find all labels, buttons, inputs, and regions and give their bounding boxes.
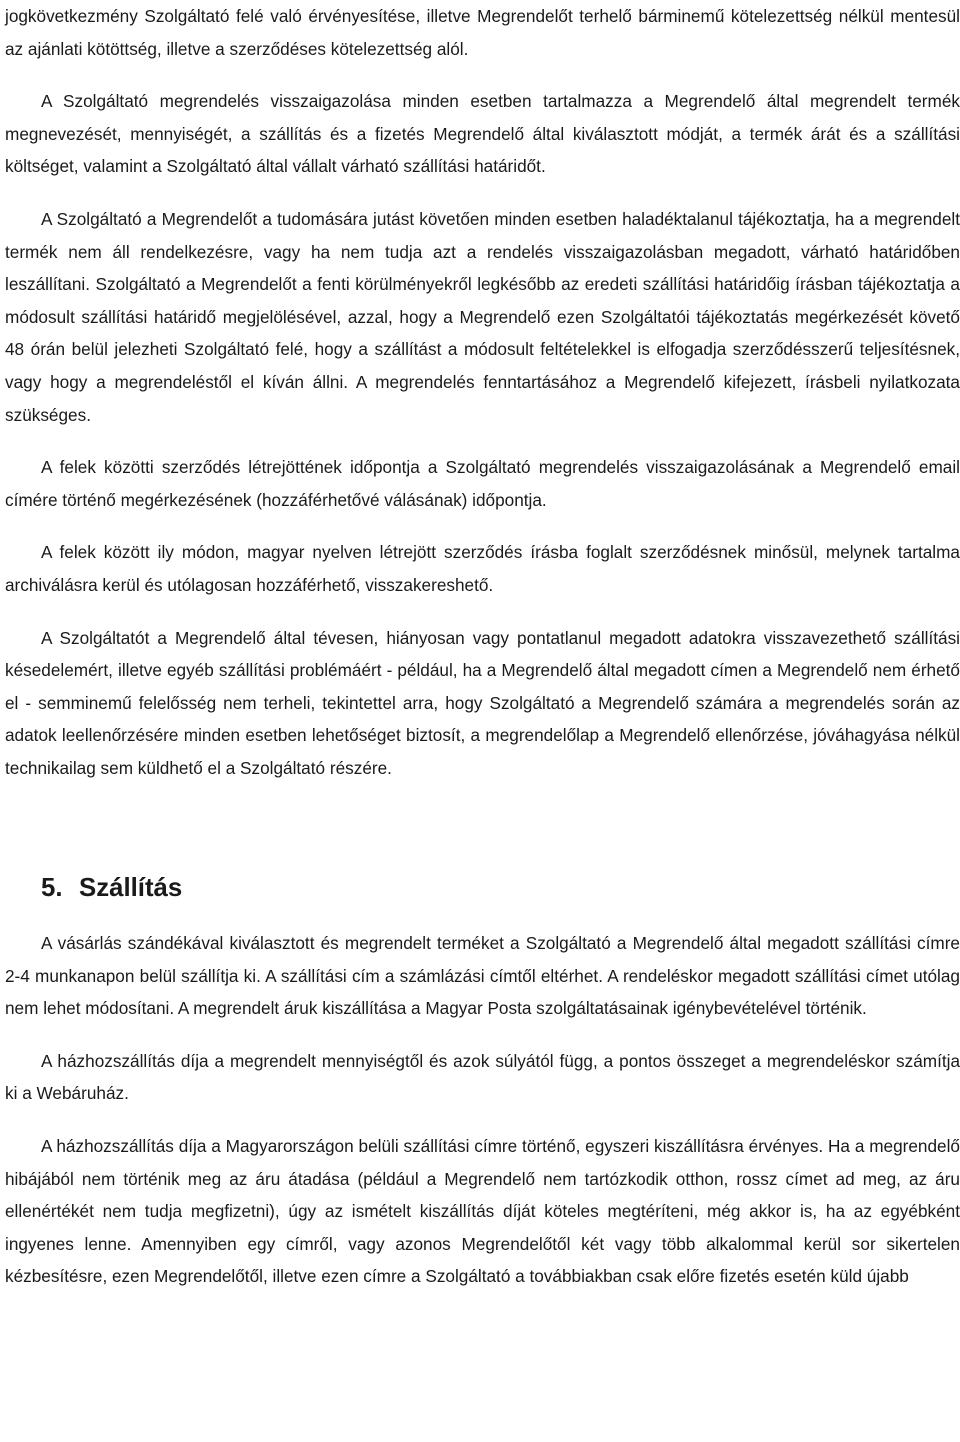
paragraph-written-contract: A felek között ily módon, magyar nyelven létrejött szerződés írásba foglalt szerződésnek minősül, melynek tartalma archiválásra kerül és utólagosan hozzáférhető, visszakereshető. (5, 542, 960, 595)
paragraph-contract-formation: A felek közötti szerződés létrejöttének időpontja a Szolgáltató megrendelés visszaigazolásának a Megrendelő email címére történő megérkezésének (hozzáférhetővé válásának) időpontja. (5, 457, 960, 510)
document-page (5, 0, 960, 1293)
paragraph-delivery-time: A vásárlás szándékával kiválasztott és megrendelt terméket a Szolgáltató a Megrendelő által megadott szállítási címre 2-4 munkanapon belül szállítja ki. A szállítási cím a számlázási címtől eltérhet. A rendeléskor megadott szállítási címet utólag nem lehet módosítani. A megrendelt áruk kiszállítása a Magyar Posta szolgáltatásainak igénybevételével történik. (5, 933, 960, 1019)
paragraph-continuation: jogkövetkezmény Szolgáltató felé való érvényesítése, illetve Megrendelőt terhelő bárminemű kötelezettség nélkül mentesül az ajánlati kötöttség, illetve a szerződéses kötelezettség alól. (5, 6, 960, 59)
section-title: Szállítás (79, 874, 183, 903)
paragraph-availability-notice: A Szolgáltató a Megrendelőt a tudomására jutást követően minden esetben haladéktalanul tájékoztatja, ha a megrendelt termék nem áll rendelkezésre, vagy ha nem tudja azt a rendelés visszaigazolásban megadott, várható határidőben leszállítani. Szolgáltató a Megrendelőt a fenti körülményekről legkésőbb az eredeti szállítási határidőig írásban tájékoztatja a módosult szállítási határidő megjelölésével, azzal, hogy a Megrendelő ezen Szolgáltatói tájékoztatás megérkezését követő 48 órán belül jelezheti Szolgáltató felé, hogy a szállítást a módosult feltételekkel is elfogadja szerződésszerű teljesítésnek, vagy hogy a megrendeléstől el kíván állni. A megrendelés fenntartásához a Megrendelő kifejezett, írásbeli nyilatkozata szükséges. (5, 208, 960, 425)
section-heading (5, 872, 960, 905)
paragraph-redelivery: A házhozszállítás díja a Magyarországon belüli szállítási címre történő, egyszeri kiszállításra érvényes. Ha a megrendelő hibájából nem történik meg az áru átadása (például a Megrendelő nem tartózkodik otthon, rossz címet ad meg, az áru ellenértékét nem tudja megfizetni), úgy az ismételt kiszállítás díját köteles megtéríteni, még akkor is, ha az egyébként ingyenes lenne. Amennyiben egy címről, vagy azonos Megrendelőtől két vagy több alkalommal kerül sor sikertelen kézbesítésre, ezen Megrendelőtől, illetve ezen címre a Szolgáltató a továbbiakban csak előre fizetés esetén küld újabb (5, 1136, 960, 1287)
paragraph-delivery-fee: A házhozszállítás díja a megrendelt mennyiségtől és azok súlyától függ, a pontos összeget a megrendeléskor számítja ki a Webáruház. (5, 1050, 960, 1104)
section-number: 5. (41, 874, 63, 903)
paragraph-liability: A Szolgáltatót a Megrendelő által tévesen, hiányosan vagy pontatlanul megadott adatokra visszavezethető szállítási késedelemért, illetve egyéb szállítási problémáért - például, ha a Megrendelő által megadott címen a Megrendelő nem érhető el - semminemű felelősség nem terheli, tekintettel arra, hogy Szolgáltató a Megrendelő számára a megrendelés során az adatok leellenőrzésére minden esetben lehetőséget biztosít, a megrendelőlap a Megrendelő ellenőrzése, jóváhagyása nélkül technikailag sem küldhető el a Szolgáltató részére. (5, 627, 960, 778)
paragraph-order-confirmation: A Szolgáltató megrendelés visszaigazolása minden esetben tartalmazza a Megrendelő által megrendelt termék megnevezését, mennyiségét, a szállítás és a fizetés Megrendelő által kiválasztott módját, a termék árát és a szállítási költséget, valamint a Szolgáltató által vállalt várható szállítási határidőt. (5, 91, 960, 177)
